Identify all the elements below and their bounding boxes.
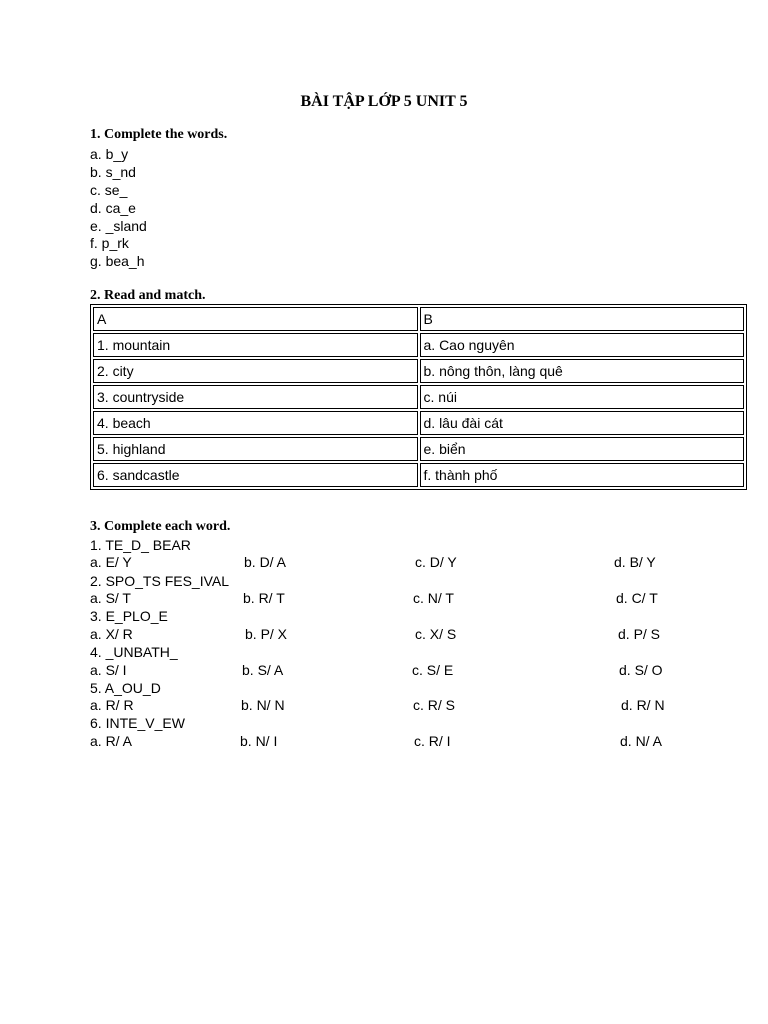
question-text: 4. _UNBATH_ xyxy=(90,644,178,660)
answer-option: d. N/ A xyxy=(620,733,663,749)
table-cell: 1. mountain xyxy=(93,333,418,357)
table-row xyxy=(93,359,744,383)
answer-option: b. R/ T xyxy=(243,590,285,606)
answer-option: c. D/ Y xyxy=(415,554,457,570)
section1-item: g. bea_h xyxy=(90,253,145,269)
answer-option: c. X/ S xyxy=(415,626,457,642)
table-header-cell: A xyxy=(93,307,418,331)
table-cell: 2. city xyxy=(93,359,418,383)
answer-option: c. S/ E xyxy=(412,662,454,678)
answer-option: d. B/ Y xyxy=(614,554,656,570)
table-cell: 4. beach xyxy=(93,411,418,435)
answer-option: d. S/ O xyxy=(619,662,663,678)
answer-option: d. P/ S xyxy=(618,626,661,642)
section1-item: f. p_rk xyxy=(90,235,129,251)
answer-option: a. S/ T xyxy=(90,590,131,606)
table-cell: 6. sandcastle xyxy=(93,463,418,487)
answer-option: b. P/ X xyxy=(245,626,288,642)
table-cell: a. Cao nguyên xyxy=(420,333,745,357)
answer-option: d. R/ N xyxy=(621,697,665,713)
answer-option: b. N/ I xyxy=(240,733,278,749)
table-row xyxy=(93,385,744,409)
section2-heading: 2. Read and match. xyxy=(90,288,206,303)
table-cell: f. thành phố xyxy=(420,463,745,487)
section1-item: d. ca_e xyxy=(90,200,136,216)
answer-option: b. S/ A xyxy=(242,662,284,678)
section1-item: e. _sland xyxy=(90,218,147,234)
table-row xyxy=(93,411,744,435)
table-row xyxy=(93,437,744,461)
table-cell: e. biển xyxy=(420,437,745,461)
table-cell: c. núi xyxy=(420,385,745,409)
section3-heading: 3. Complete each word. xyxy=(90,519,231,534)
answer-option: b. D/ A xyxy=(244,554,287,570)
table-cell: 3. countryside xyxy=(93,385,418,409)
answer-option: a. R/ R xyxy=(90,697,134,713)
answer-option: c. N/ T xyxy=(413,590,454,606)
question-text: 3. E_PLO_E xyxy=(90,608,168,624)
answer-option: d. C/ T xyxy=(616,590,658,606)
section1-item: b. s_nd xyxy=(90,164,136,180)
answer-option: b. N/ N xyxy=(241,697,285,713)
section1-heading: 1. Complete the words. xyxy=(90,127,228,142)
answer-option: c. R/ S xyxy=(413,697,456,713)
table-row xyxy=(93,463,744,487)
table-header-row xyxy=(93,307,744,331)
table-cell: 5. highland xyxy=(93,437,418,461)
section1-item: a. b_y xyxy=(90,146,129,162)
table-header-cell: B xyxy=(420,307,745,331)
question-text: 5. A_OU_D xyxy=(90,680,161,696)
question-text: 2. SPO_TS FES_IVAL xyxy=(90,573,230,589)
table-cell: d. lâu đài cát xyxy=(420,411,745,435)
table-cell: b. nông thôn, làng quê xyxy=(420,359,745,383)
question-text: 6. INTE_V_EW xyxy=(90,715,185,731)
answer-option: c. R/ I xyxy=(414,733,451,749)
answer-option: a. E/ Y xyxy=(90,554,132,570)
question-text: 1. TE_D_ BEAR xyxy=(90,537,191,553)
answer-option: a. S/ I xyxy=(90,662,127,678)
answer-option: a. R/ A xyxy=(90,733,133,749)
answer-option: a. X/ R xyxy=(90,626,133,642)
match-table xyxy=(90,304,747,490)
section1-item: c. se_ xyxy=(90,182,128,198)
page-title: BÀI TẬP LỚP 5 UNIT 5 xyxy=(300,93,468,110)
table-row xyxy=(93,333,744,357)
